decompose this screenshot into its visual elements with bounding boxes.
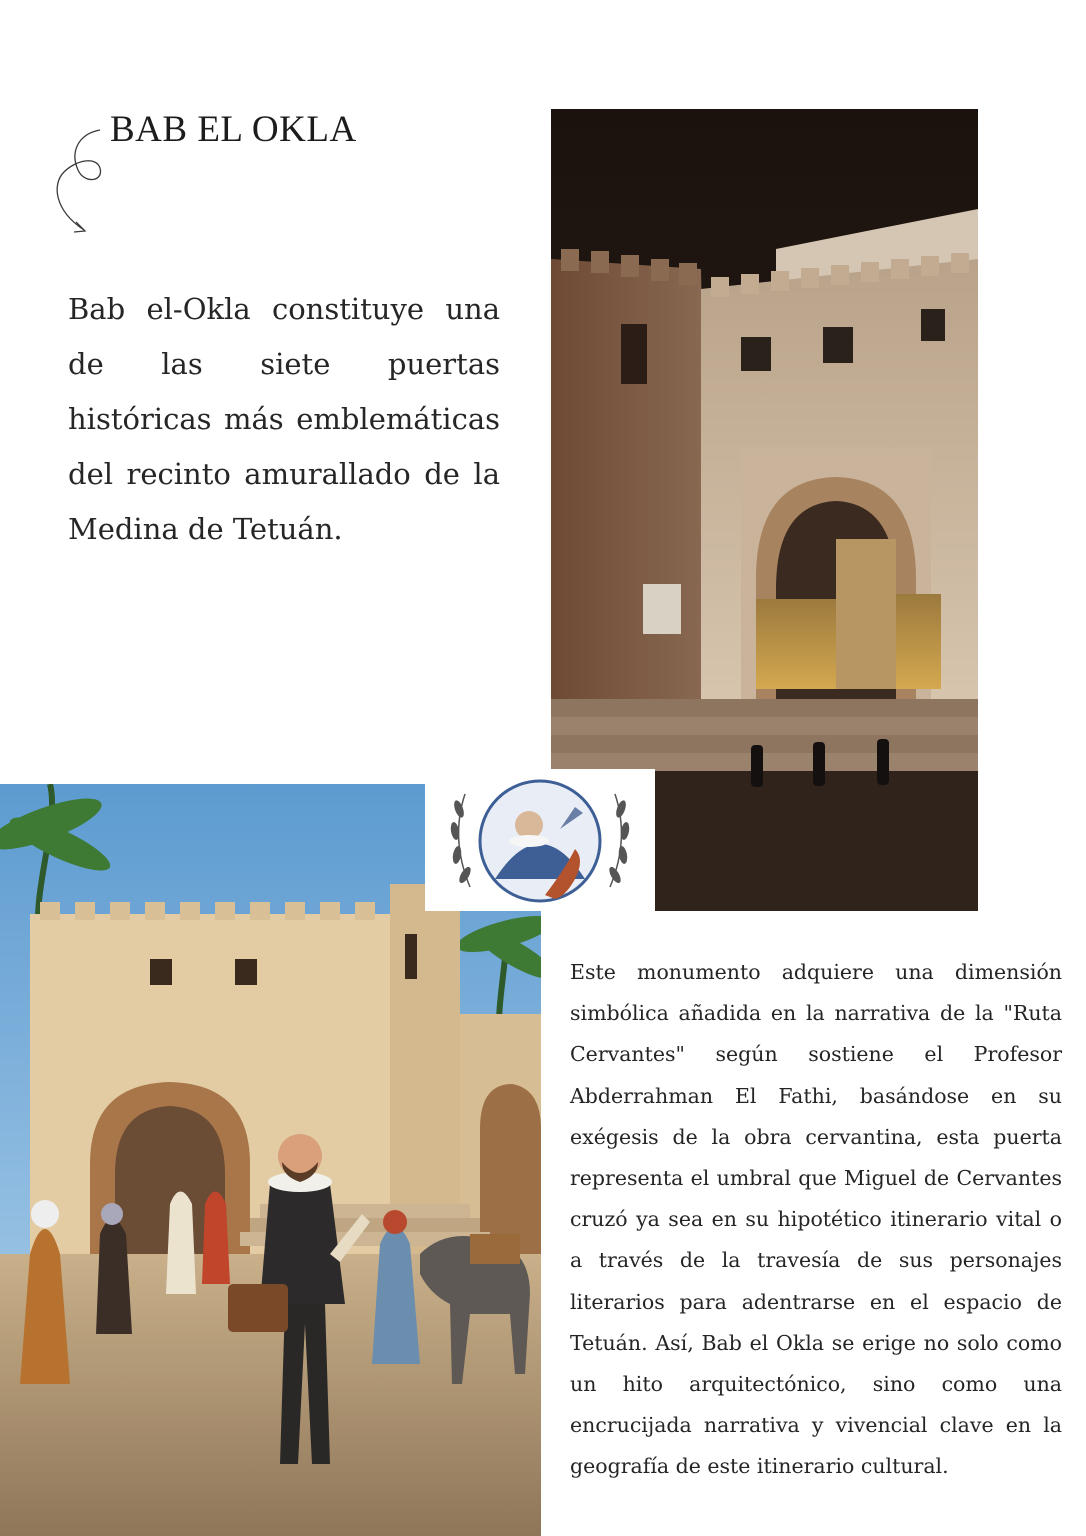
intro-paragraph: Bab el-Okla constituye una de las siete puertas históricas más emblemáticas del recinto amurallado de la Medina de Tetuán. bbox=[68, 292, 500, 546]
body-paragraph: Este monumento adquiere una dimensión simbólica añadida en la narrativa de la "Ruta Cervantes" según sostiene el Profesor Abderrahman El Fathi, basándose en su exégesis de la obra cervantina, esta puerta representa el umbral que Miguel de Cervantes cruzó ya sea en su hipotético itinerario vital o a través de la travesía de sus personajes literarios para adentrarse en el espacio de Tetuán. Así, Bab el Okla se erige no solo como un hito arquitectónico, sino como una encrucijada narrativa y vivencial clave en la geografía de este itinerario cultural. bbox=[570, 960, 1062, 1479]
ruta-cervantes-logo bbox=[425, 769, 655, 911]
page-title: BAB EL OKLA bbox=[110, 109, 357, 150]
decorative-swirl-arrow-icon bbox=[48, 124, 104, 236]
